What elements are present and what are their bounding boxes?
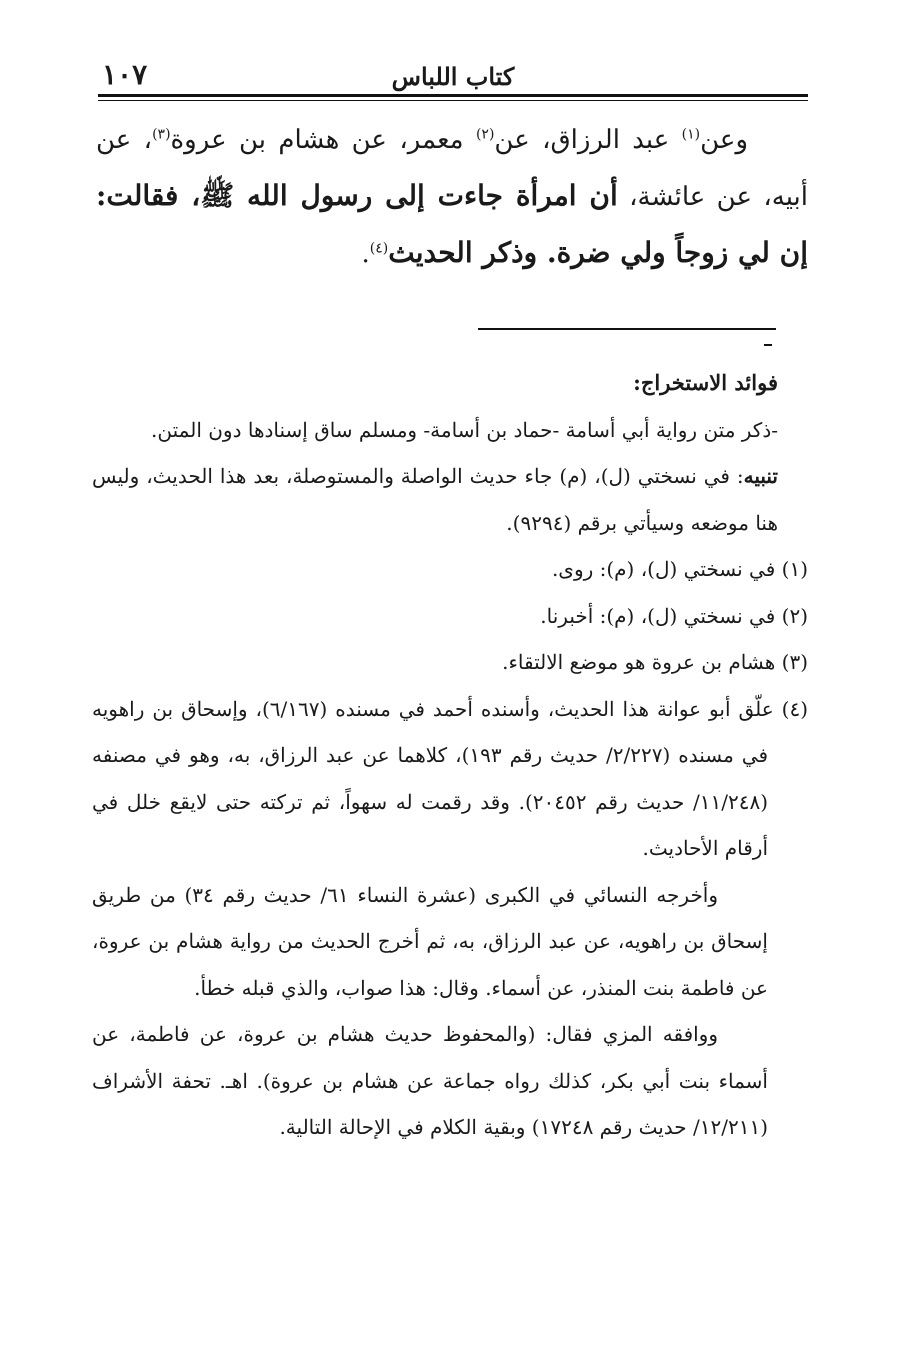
- hadith-seg: عبد الرزاق، عن: [494, 125, 682, 155]
- footnote-4-paragraph: ووافقه المزي فقال: (والمحفوظ حديث هشام بن عروة، عن فاطمة، عن أسماء بنت أبي بكر، كذلك رواه جماعة عن هشام بن عروة). اهـ. تحفة الأشراف (١٢/٢١١/ حديث رقم ١٧٢٤٨) وبقية الكلام في الإحالة التالية.: [92, 1022, 768, 1139]
- note-line: -ذكر متن رواية أبي أسامة -حماد بن أسامة- ومسلم ساق إسنادها دون المتن.: [151, 417, 778, 442]
- footnote-ref-1[interactable]: (١): [681, 126, 701, 143]
- hadith-matn: أن امرأة جاءت إلى رسول الله ﷺ، فقالت: إن لي زوجاً ولي ضرة. وذكر الحديث: [96, 179, 808, 269]
- hadith-text: [96, 112, 808, 282]
- tanbih-label: تنبيه: [743, 464, 778, 488]
- hadith-seg: وعن: [700, 125, 749, 155]
- page-number: ١٠٧: [102, 58, 148, 91]
- notes-heading: فوائد الاستخراج:: [633, 370, 778, 395]
- footnote-4-paragraph: وأخرجه النسائي في الكبرى (عشرة النساء ٦١/ حديث رقم ٣٤) من طريق إسحاق بن راهويه، عن عبد الرزاق، به، ثم أخرج الحديث من رواية هشام بن عروة، عن فاطمة بنت المنذر، عن أسماء. وقال: هذا صواب، والذي قبله خطأ.: [92, 882, 768, 1000]
- dash-mark: [764, 344, 772, 346]
- hadith-paragraph: [96, 112, 808, 282]
- footnote-separator: [478, 328, 776, 330]
- hadith-seg: .: [361, 239, 370, 269]
- page-header: [98, 58, 808, 92]
- chapter-title: كتاب اللباس: [391, 62, 515, 91]
- header-rule-thin: [98, 100, 808, 101]
- footnote-ref-3[interactable]: (٣): [152, 126, 171, 143]
- tanbih-text: : في نسختي (ل)، (م) جاء حديث الواصلة والمستوصلة، بعد هذا الحديث، وليس هنا موضعه وسيأتي برقم (٩٢٩٤).: [92, 464, 778, 535]
- footnote-ref-4[interactable]: (٤): [369, 240, 389, 257]
- footnotes: [92, 360, 808, 1151]
- tanbih-note: [92, 453, 808, 546]
- footnote-3: (٣) هشام بن عروة هو موضع الالتقاء.: [502, 650, 808, 674]
- hadith-seg: معمر، عن هشام بن عروة: [170, 125, 476, 155]
- footnote-ref-2[interactable]: (٢): [475, 126, 495, 143]
- hadith-seg: ، عن أبيه، عن عائشة،: [96, 125, 809, 212]
- footnote-2: (٢) في نسختي (ل)، (م): أخبرنا.: [540, 603, 808, 628]
- footnote-1: (١) في نسختي (ل)، (م): روى.: [551, 557, 808, 581]
- footnote-4: (٤) علّق أبو عوانة هذا الحديث، وأسنده أحمد في مسنده (٦/١٦٧)، وإسحاق بن راهويه في مسنده (٢/٢٢٧/ حديث رقم ١٩٣)، كلاهما عن عبد الرزاق، به، وهو في مصنفه (١١/٢٤٨/ حديث رقم ٢٠٤٥٢). وقد رقمت له سهواً، ثم تركته حتى لايقع خلل في أرقام الأحاديث.: [92, 696, 808, 860]
- header-rule-thick: [98, 94, 808, 97]
